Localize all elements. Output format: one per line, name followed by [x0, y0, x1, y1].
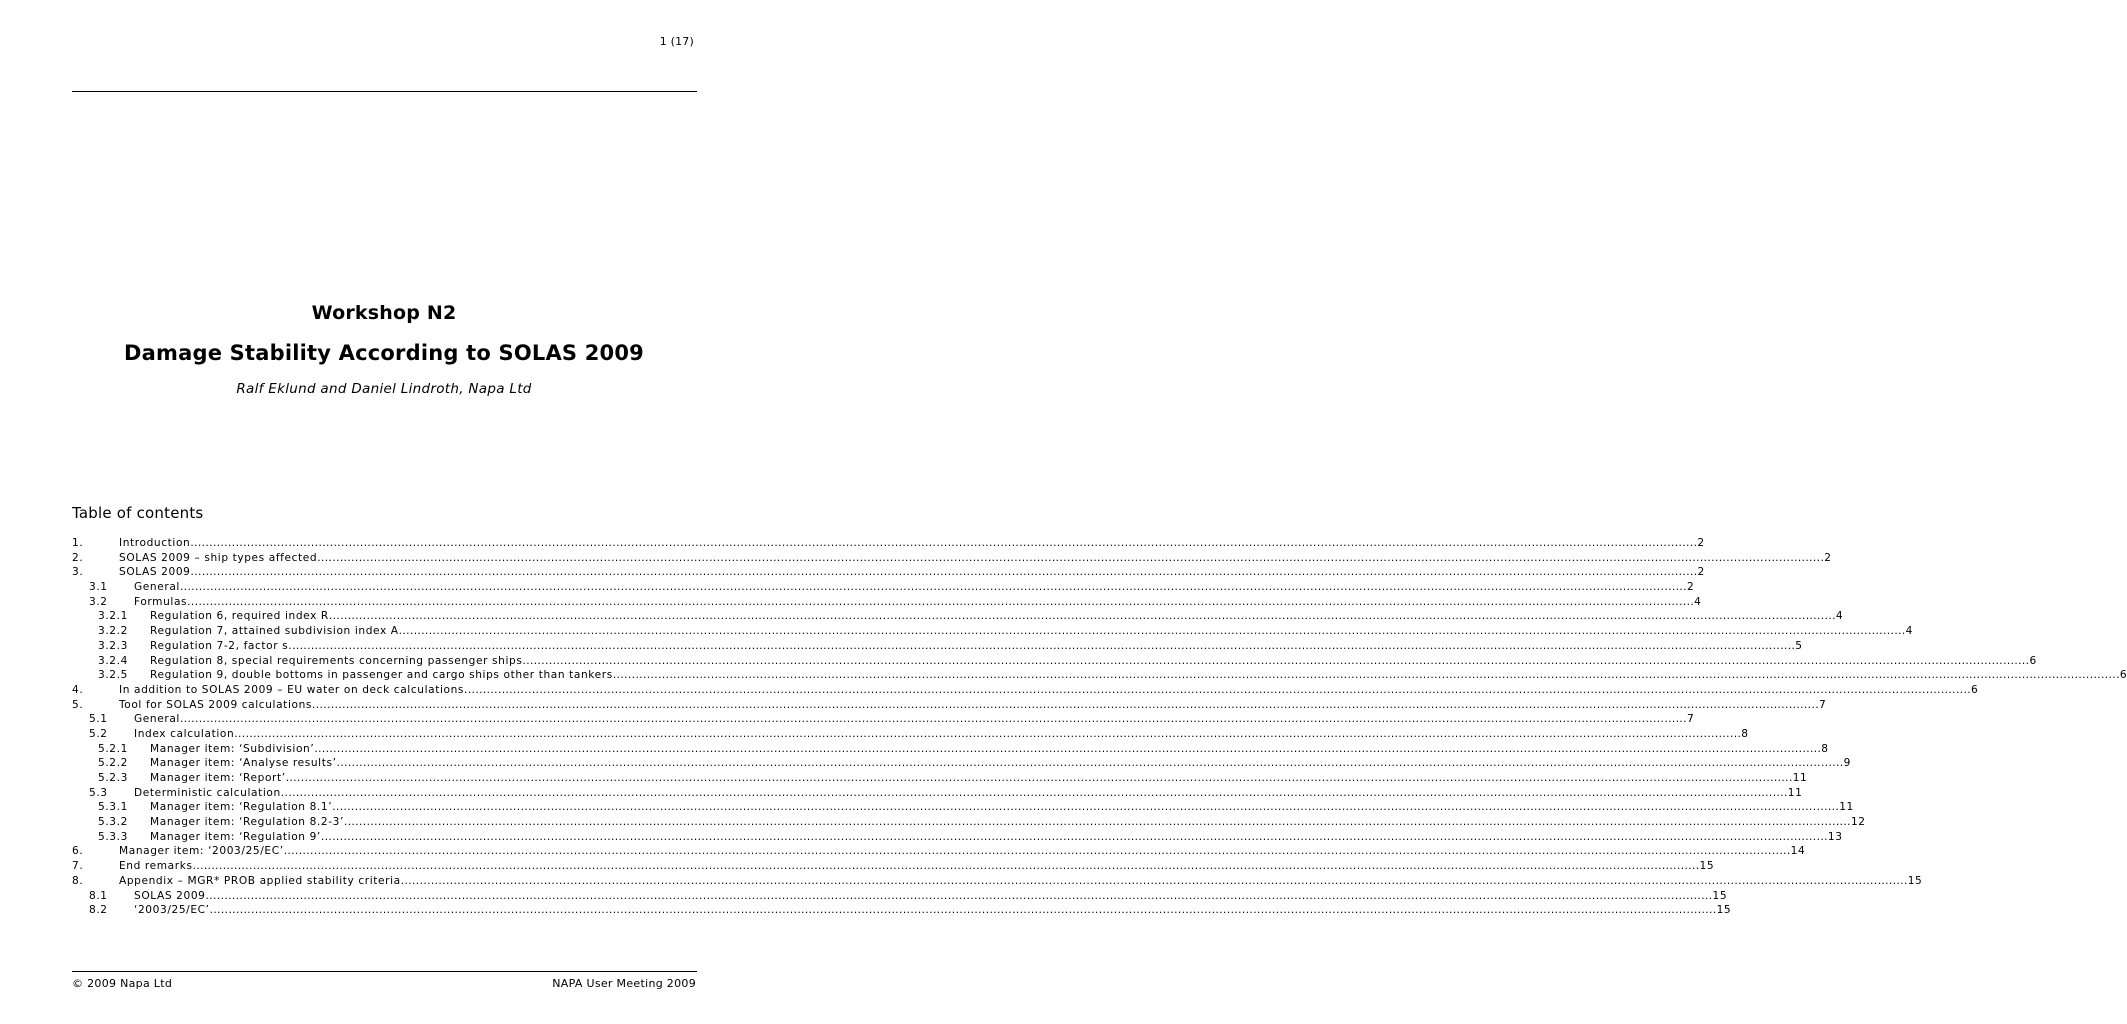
toc-entry-title: Formulas — [134, 595, 188, 608]
toc-entry-title: Manager item: ‘Regulation 8.1’ — [150, 801, 333, 814]
toc-entry-title: ‘2003/25/EC’ — [134, 904, 210, 917]
toc-entry-page: 15 — [1907, 874, 1923, 887]
toc-entry-number: 3.2.1 — [98, 610, 128, 623]
toc-dot-leader: ................................................................................................................................................................................................................................................................................................................................................................................................................ — [314, 742, 1822, 755]
toc-entry[interactable] — [72, 609, 1844, 624]
toc-dot-leader: ................................................................................................................................................................................................................................................................................................................................................................................................................ — [317, 551, 1825, 564]
toc-entry-number: 4. — [72, 683, 84, 696]
toc-entry-number: 3.2.5 — [98, 669, 128, 682]
toc-entry-page: 14 — [1790, 845, 1806, 858]
toc-dot-leader: ................................................................................................................................................................................................................................................................................................................................................................................................................ — [179, 581, 1687, 594]
toc-dot-leader: ................................................................................................................................................................................................................................................................................................................................................................................................................ — [336, 757, 1844, 770]
toc-entry-title: Manager item: ‘Regulation 9’ — [150, 830, 321, 843]
toc-entry[interactable] — [72, 683, 1979, 698]
toc-dot-leader: ................................................................................................................................................................................................................................................................................................................................................................................................................ — [612, 669, 2120, 682]
toc-entry-title: Appendix – MGR* PROB applied stability criteria — [119, 874, 401, 887]
toc-entry-page: 6 — [1971, 683, 1979, 696]
toc-dot-leader: ................................................................................................................................................................................................................................................................................................................................................................................................................ — [288, 639, 1796, 652]
toc-dot-leader: ................................................................................................................................................................................................................................................................................................................................................................................................................ — [320, 830, 1828, 843]
toc-entry-title: SOLAS 2009 — [134, 889, 206, 902]
toc-heading: Table of contents — [72, 504, 204, 522]
toc-dot-leader: ................................................................................................................................................................................................................................................................................................................................................................................................................ — [205, 889, 1713, 902]
toc-entry-page: 7 — [1686, 713, 1695, 726]
toc-entry-number: 8.1 — [89, 889, 108, 902]
toc-entry-number: 5.2.3 — [98, 772, 128, 784]
toc-dot-leader: ................................................................................................................................................................................................................................................................................................................................................................................................................ — [312, 698, 1819, 711]
toc-entry[interactable] — [72, 712, 1695, 727]
toc-dot-leader: ................................................................................................................................................................................................................................................................................................................................................................................................................ — [328, 610, 1836, 623]
toc-entry[interactable] — [72, 815, 1866, 830]
toc-entry-number: 3.2.3 — [98, 639, 128, 652]
toc-entry-number: 5.3.2 — [98, 816, 128, 829]
toc-entry-number: 5.3 — [89, 786, 108, 799]
toc-entry[interactable] — [72, 889, 1728, 904]
toc-dot-leader: ................................................................................................................................................................................................................................................................................................................................................................................................................ — [190, 566, 1698, 579]
toc-entry[interactable] — [72, 654, 2037, 669]
toc-entry-title: Regulation 8, special requirements concerning passenger ships — [150, 654, 523, 667]
toc-entry-title: Regulation 7-2, factor s — [150, 639, 289, 652]
toc-entry-number: 3.2.2 — [98, 625, 128, 638]
toc-entry-page: 15 — [1712, 889, 1728, 902]
toc-entry-page: 6 — [2029, 654, 2037, 667]
toc-entry[interactable] — [72, 580, 1695, 595]
toc-entry-page: 2 — [1697, 566, 1705, 579]
toc-entry[interactable] — [72, 624, 1913, 639]
toc-entry[interactable] — [72, 551, 1832, 566]
toc-dot-leader: ................................................................................................................................................................................................................................................................................................................................................................................................................ — [179, 713, 1687, 726]
toc-dot-leader: ................................................................................................................................................................................................................................................................................................................................................................................................................ — [398, 625, 1906, 638]
toc-entry-number: 5.2.1 — [98, 742, 128, 755]
toc-entry-page: 11 — [1787, 786, 1803, 799]
toc-dot-leader: ................................................................................................................................................................................................................................................................................................................................................................................................................ — [400, 874, 1908, 887]
toc-entry[interactable] — [72, 565, 1705, 580]
toc-entry-page: 4 — [1905, 625, 1913, 638]
toc-dot-leader: ................................................................................................................................................................................................................................................................................................................................................................................................................ — [332, 801, 1840, 814]
toc-entry-title: Deterministic calculation — [134, 786, 281, 799]
toc-entry-title: End remarks — [119, 860, 193, 873]
toc-entry-number: 7. — [72, 860, 84, 873]
toc-entry[interactable] — [72, 800, 1854, 815]
toc-entry-page: 4 — [1694, 595, 1702, 608]
toc-entry[interactable] — [72, 844, 1806, 859]
toc-entry[interactable] — [72, 668, 2127, 683]
toc-entry-number: 3.2 — [89, 595, 108, 608]
toc-entry[interactable] — [72, 830, 1843, 845]
toc-entry[interactable] — [72, 756, 1851, 771]
toc-entry-title: Regulation 7, attained subdivision index A — [150, 625, 399, 638]
toc-entry[interactable] — [72, 595, 1702, 610]
toc-entry-number: 3. — [72, 566, 84, 579]
toc-dot-leader: ................................................................................................................................................................................................................................................................................................................................................................................................................ — [464, 683, 1972, 696]
toc-dot-leader: ................................................................................................................................................................................................................................................................................................................................................................................................................ — [522, 654, 2030, 667]
toc-dot-leader: ................................................................................................................................................................................................................................................................................................................................................................................................................ — [209, 904, 1717, 917]
toc-entry-number: 8. — [72, 874, 84, 887]
toc-entry-page: 8 — [1741, 727, 1749, 740]
authors: Ralf Eklund and Daniel Lindroth, Napa Ltd — [236, 381, 532, 397]
toc-entry-title: Manager item: ‘Regulation 8.2-3’ — [150, 816, 344, 829]
table-of-contents — [72, 536, 2127, 918]
toc-entry-page: 6 — [2119, 669, 2127, 682]
toc-entry-title: Introduction — [119, 537, 191, 549]
toc-entry-title: Tool for SOLAS 2009 calculations — [119, 698, 312, 711]
toc-entry-page: 5 — [1795, 639, 1803, 652]
toc-dot-leader: ................................................................................................................................................................................................................................................................................................................................................................................................................ — [283, 845, 1791, 858]
toc-entry-number: 5. — [72, 698, 84, 711]
toc-entry-page: 4 — [1835, 610, 1844, 623]
footer-event: NAPA User Meeting 2009 — [552, 977, 696, 990]
toc-entry-page: 15 — [1716, 904, 1732, 917]
toc-entry-number: 5.3.3 — [98, 830, 128, 843]
toc-entry[interactable] — [72, 742, 1829, 757]
toc-entry[interactable] — [72, 874, 1923, 889]
toc-dot-leader: ................................................................................................................................................................................................................................................................................................................................................................................................................ — [234, 727, 1742, 740]
toc-entry-page: 12 — [1850, 816, 1866, 829]
toc-entry-number: 6. — [72, 845, 84, 858]
toc-dot-leader: ................................................................................................................................................................................................................................................................................................................................................................................................................ — [187, 595, 1695, 608]
toc-dot-leader: ................................................................................................................................................................................................................................................................................................................................................................................................................ — [280, 786, 1788, 799]
toc-entry-number: 3.2.4 — [98, 654, 128, 667]
toc-entry-number: 1. — [72, 537, 84, 549]
toc-entry[interactable] — [72, 639, 1803, 654]
document-title: Damage Stability According to SOLAS 2009 — [124, 341, 644, 365]
toc-entry-title: General — [134, 581, 180, 594]
toc-entry-title: SOLAS 2009 – ship types affected — [119, 551, 318, 564]
footer-rule — [72, 971, 697, 972]
toc-entry-number: 8.2 — [89, 904, 108, 917]
toc-entry-page: 11 — [1839, 801, 1854, 814]
page-number: 1 (17) — [659, 35, 694, 48]
toc-entry-title: Manager item: ‘Report’ — [150, 772, 286, 784]
toc-dot-leader: ................................................................................................................................................................................................................................................................................................................................................................................................................ — [190, 537, 1698, 549]
toc-entry[interactable] — [72, 859, 1715, 874]
toc-entry-number: 5.3.1 — [98, 801, 128, 814]
header-rule — [72, 91, 697, 92]
toc-entry[interactable] — [72, 786, 1803, 801]
toc-entry[interactable] — [72, 771, 1808, 786]
toc-dot-leader: ................................................................................................................................................................................................................................................................................................................................................................................................................ — [343, 816, 1851, 829]
toc-entry-page: 8 — [1821, 742, 1829, 755]
toc-entry-page: 2 — [1697, 537, 1705, 549]
toc-entry-number: 3.1 — [89, 581, 108, 594]
toc-dot-leader: ................................................................................................................................................................................................................................................................................................................................................................................................................ — [192, 860, 1700, 873]
toc-entry-title: SOLAS 2009 — [119, 566, 191, 579]
toc-entry-title: In addition to SOLAS 2009 – EU water on deck calculations — [119, 683, 465, 696]
toc-dot-leader: ................................................................................................................................................................................................................................................................................................................................................................................................................ — [285, 772, 1793, 784]
toc-entry-title: Regulation 9, double bottoms in passenger and cargo ships other than tankers — [150, 669, 613, 682]
toc-entry-number: 5.2.2 — [98, 757, 128, 770]
toc-entry-page: 9 — [1843, 757, 1851, 770]
toc-entry-title: General — [134, 713, 180, 726]
toc-entry-title: Manager item: ‘2003/25/EC’ — [119, 845, 284, 858]
toc-entry-title: Manager item: ‘Subdivision’ — [150, 742, 315, 755]
toc-entry-number: 2. — [72, 551, 84, 564]
toc-entry-number: 5.2 — [89, 727, 108, 740]
toc-entry-number: 5.1 — [89, 713, 108, 726]
toc-entry-title: Index calculation — [134, 727, 235, 740]
toc-entry[interactable] — [72, 536, 1705, 551]
toc-entry-page: 15 — [1699, 860, 1715, 873]
toc-entry[interactable] — [72, 727, 1749, 742]
toc-entry-title: Manager item: ‘Analyse results’ — [150, 757, 337, 770]
toc-entry-page: 2 — [1824, 551, 1832, 564]
workshop-label: Workshop N2 — [311, 302, 457, 324]
footer-copyright: © 2009 Napa Ltd — [72, 977, 173, 990]
toc-entry-page: 13 — [1827, 830, 1843, 843]
toc-entry-title: Regulation 6, required index R — [150, 610, 329, 623]
toc-entry[interactable] — [72, 698, 1827, 713]
toc-entry[interactable] — [72, 903, 1732, 918]
toc-entry-page: 7 — [1818, 698, 1827, 711]
toc-entry-page: 2 — [1686, 581, 1695, 594]
toc-entry-page: 11 — [1792, 772, 1808, 784]
